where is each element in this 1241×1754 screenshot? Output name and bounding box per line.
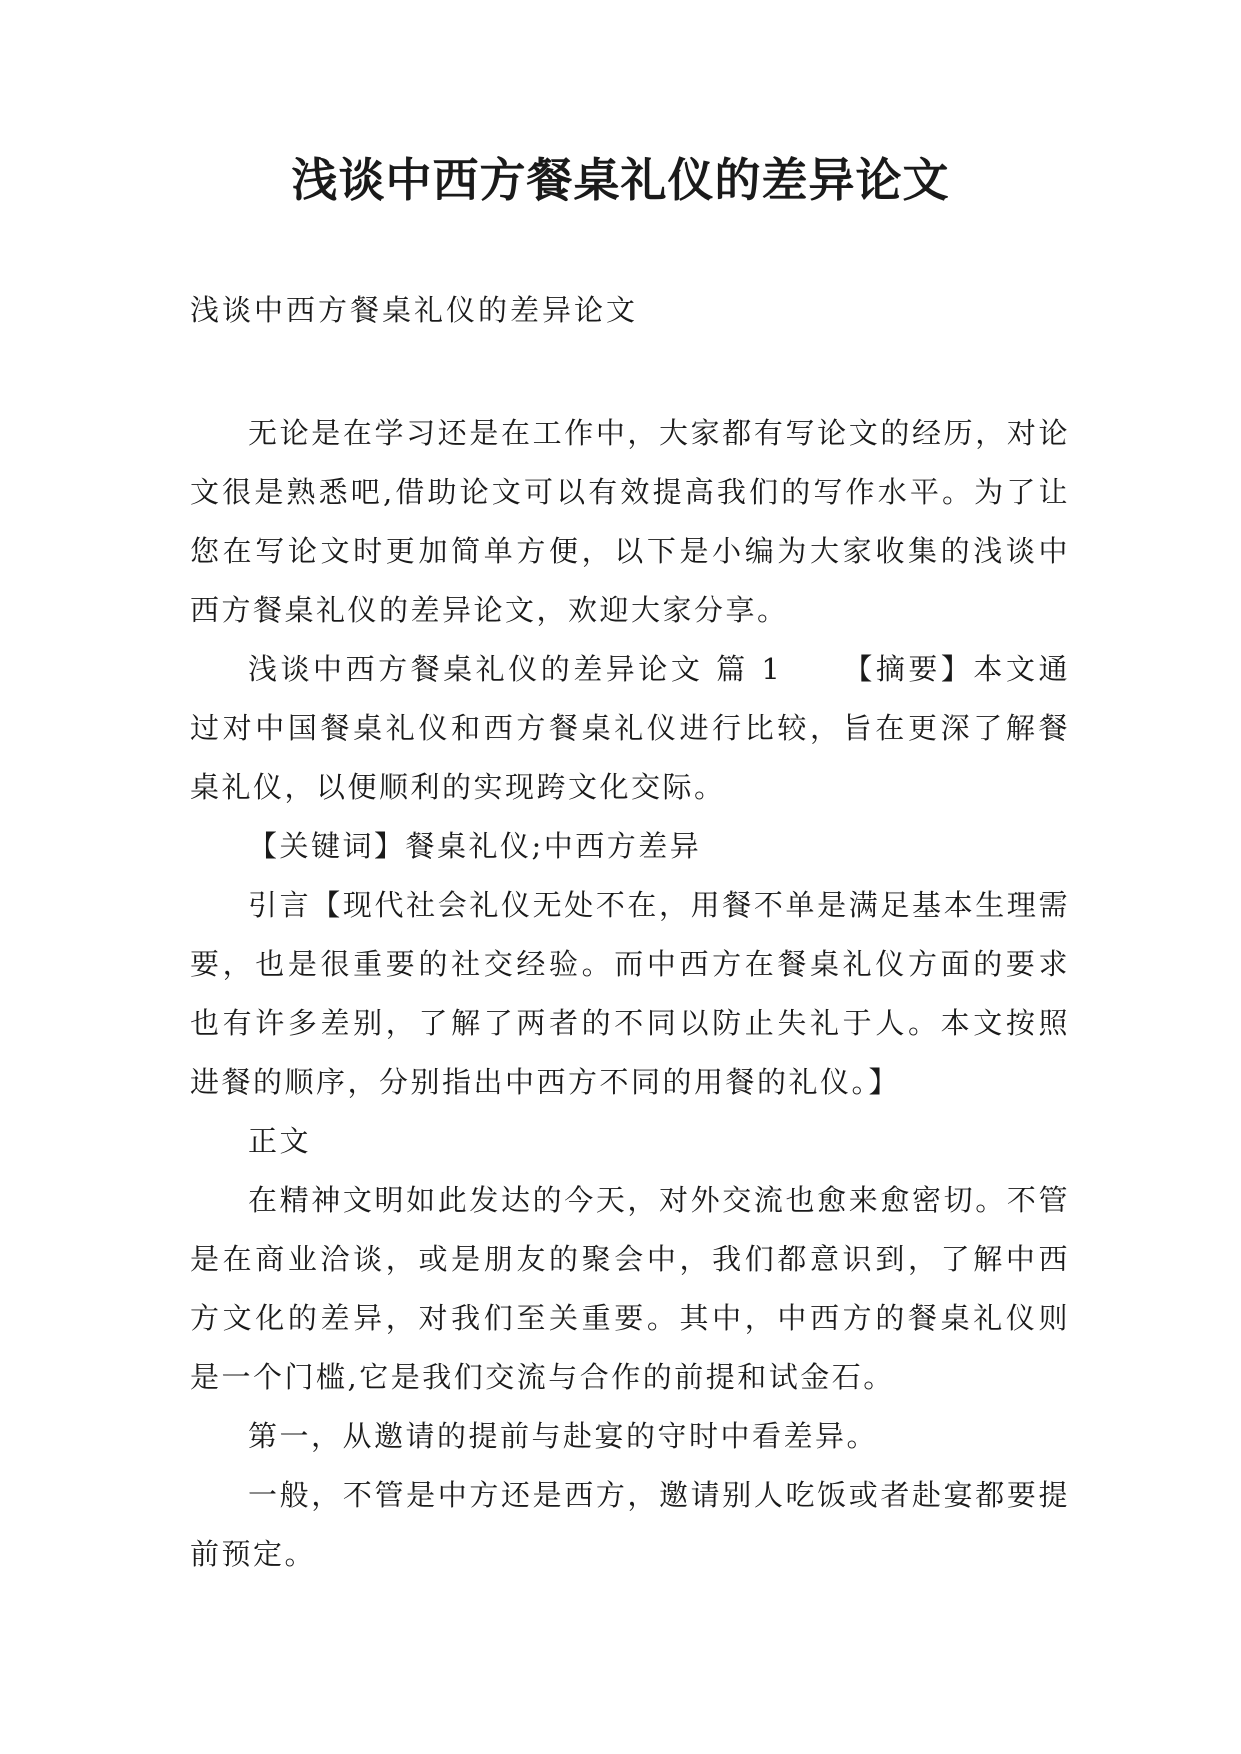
- document-title: 浅谈中西方餐桌礼仪的差异论文: [291, 153, 950, 207]
- paragraph-abstract: [190, 640, 1070, 817]
- abstract-text: 【摘要】本文通过对中国餐桌礼仪和西方餐桌礼仪进行比较，旨在更深了解餐桌礼仪，以便顺利的实现跨文化交际。: [190, 652, 1070, 804]
- paragraph-intro: 无论是在学习还是在工作中，大家都有写论文的经历，对论文很是熟悉吧,借助论文可以有效提高我们的写作水平。为了让您在写论文时更加简单方便，以下是小编为大家收集的浅谈中西方餐桌礼仪的差异论文，欢迎大家分享。: [190, 416, 1070, 627]
- paragraph-body-1: 在精神文明如此发达的今天，对外交流也愈来愈密切。不管是在商业洽谈，或是朋友的聚会中，我们都意识到，了解中西方文化的差异，对我们至关重要。其中，中西方的餐桌礼仪则是一个门槛,它是我们交流与合作的前提和试金石。: [190, 1183, 1070, 1394]
- document-subtitle: 浅谈中西方餐桌礼仪的差异论文: [190, 293, 639, 327]
- paragraph-keywords: 【关键词】餐桌礼仪;中西方差异: [248, 829, 702, 863]
- paragraph-preface: 引言【现代社会礼仪无处不在，用餐不单是满足基本生理需要，也是很重要的社交经验。而中西方在餐桌礼仪方面的要求也有许多差别，了解了两者的不同以防止失礼于人。本文按照进餐的顺序，分别指出中西方不同的用餐的礼仪。】: [190, 888, 1070, 1099]
- paragraph-main-heading: 正文: [248, 1124, 312, 1158]
- document-body: [190, 404, 1070, 1584]
- paragraph-body-2: 第一，从邀请的提前与赴宴的守时中看差异。: [248, 1419, 879, 1453]
- section-heading: 浅谈中西方餐桌礼仪的差异论文 篇 1: [248, 652, 783, 686]
- paragraph-body-3: 一般，不管是中方还是西方，邀请别人吃饭或者赴宴都要提前预定。: [190, 1478, 1070, 1571]
